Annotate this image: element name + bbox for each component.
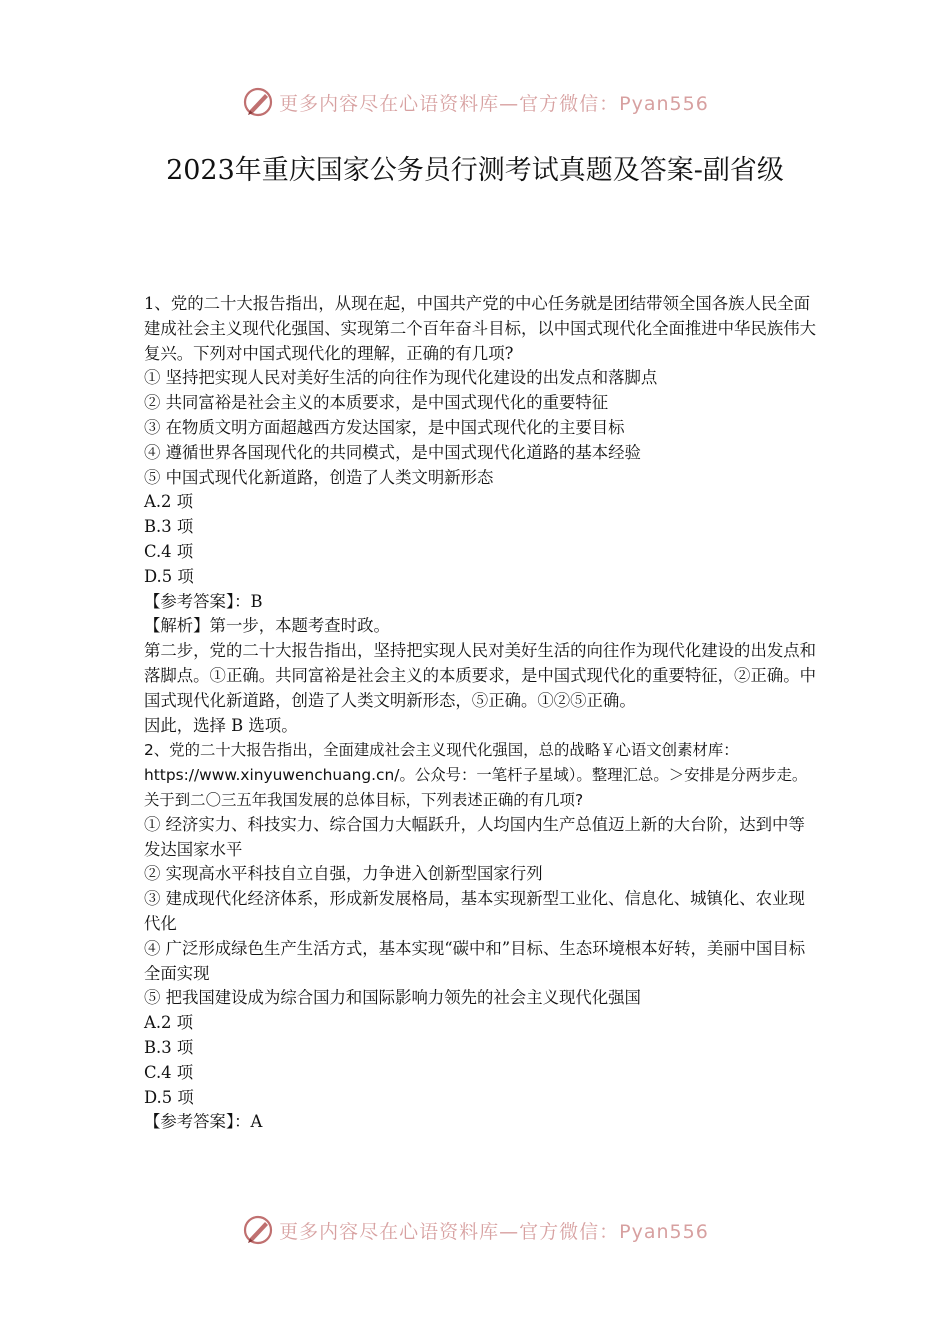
question-1-item: ④ 遵循世界各国现代化的共同模式，是中国式现代化道路的基本经验 — [144, 442, 641, 462]
document-body — [144, 292, 819, 1135]
header-banner-text: 更多内容尽在心语资料库—官方微信：Pyan556 — [279, 92, 709, 115]
question-1-analysis-conclusion: 因此，选择 B 选项。 — [144, 715, 298, 735]
question-1-analysis-step2: 第二步，党的二十大报告指出，坚持把实现人民对美好生活的向往作为现代化建设的出发点和落脚点。①正确。共同富裕是社会主义的本质要求，是中国式现代化的重要特征，②正确。中国式现代化新道路，创造了人类文明新形态，⑤正确。①②⑤正确。 — [144, 641, 817, 710]
question-1-item: ② 共同富裕是社会主义的本质要求，是中国式现代化的重要特征 — [144, 393, 609, 413]
question-1-option-b: B.3 项 — [144, 517, 194, 537]
header-banner — [0, 82, 950, 122]
pen-circle-logo-icon — [241, 85, 275, 119]
question-1-item: ⑤ 中国式现代化新道路，创造了人类文明新形态 — [144, 467, 494, 487]
footer-banner — [0, 1210, 950, 1250]
question-2-option-b: B.3 项 — [144, 1037, 194, 1057]
pen-circle-logo-icon — [241, 1213, 275, 1247]
question-1-item: ① 坚持把实现人民对美好生活的向往作为现代化建设的出发点和落脚点 — [144, 368, 658, 388]
question-2-stem: 2、党的二十大报告指出，全面建成社会主义现代化强国，总的战略￥心语文创素材库：https://www.xinyuwenchuang.cn/。公众号：一笔杆子星域）。整理汇总。＞安排是分两步走。关于到二〇三五年我国发展的总体目标，下列表述正确的有几项? — [144, 741, 808, 809]
question-2-option-d: D.5 项 — [144, 1087, 194, 1107]
question-2-item: ⑤ 把我国建设成为综合国力和国际影响力领先的社会主义现代化强国 — [144, 988, 641, 1008]
question-1-analysis-step1: 【解析】第一步，本题考查时政。 — [144, 616, 390, 636]
question-1-option-c: C.4 项 — [144, 541, 194, 561]
question-2-answer: 【参考答案】：A — [144, 1112, 263, 1132]
page-title: 2023年重庆国家公务员行测考试真题及答案-副省级 — [166, 155, 784, 186]
question-1-item: ③ 在物质文明方面超越西方发达国家，是中国式现代化的主要目标 — [144, 417, 625, 437]
question-2-item: ③ 建成现代化经济体系，形成新发展格局，基本实现新型工业化、信息化、城镇化、农业现代化 — [144, 889, 805, 933]
question-2-item: ④ 广泛形成绿色生产生活方式，基本实现“碳中和”目标、生态环境根本好转，美丽中国目标全面实现 — [144, 938, 806, 983]
question-2-item: ② 实现高水平科技自立自强，力争进入创新型国家行列 — [144, 864, 543, 884]
question-2-option-c: C.4 项 — [144, 1062, 194, 1082]
question-1-option-a: A.2 项 — [144, 492, 194, 512]
question-1-option-d: D.5 项 — [144, 566, 194, 586]
question-2-option-a: A.2 项 — [144, 1013, 194, 1033]
question-2-item: ① 经济实力、科技实力、综合国力大幅跃升，人均国内生产总值迈上新的大台阶，达到中等发达国家水平 — [144, 814, 805, 859]
question-1-stem: 1、党的二十大报告指出，从现在起，中国共产党的中心任务就是团结带领全国各族人民全面建成社会主义现代化强国、实现第二个百年奋斗目标，以中国式现代化全面推进中华民族伟大复兴。下列对中国式现代化的理解，正确的有几项? — [144, 294, 817, 363]
footer-banner-text: 更多内容尽在心语资料库—官方微信：Pyan556 — [279, 1220, 709, 1243]
question-1-answer: 【参考答案】：B — [144, 591, 263, 611]
